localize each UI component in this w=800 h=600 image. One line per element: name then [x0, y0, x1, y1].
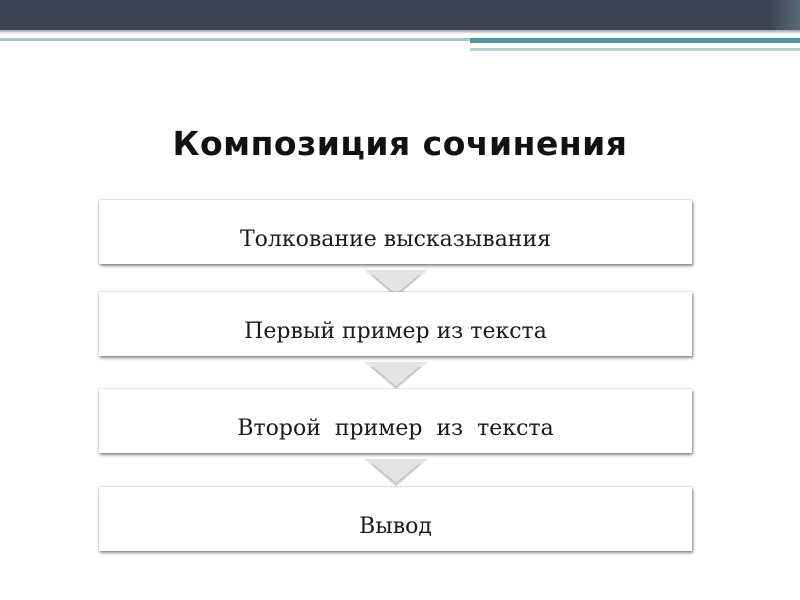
- accent-line-bold: [470, 38, 800, 43]
- down-chevron-arrow-icon: [364, 362, 428, 390]
- process-step-2: [99, 292, 692, 356]
- slide-title: Композиция сочинения: [172, 124, 628, 163]
- process-step-3: [99, 389, 692, 453]
- process-step-label: Второй пример из текста: [237, 415, 554, 441]
- process-step-label: Толкование высказывания: [239, 226, 552, 252]
- slide-header-band: [0, 0, 800, 30]
- header-shadow: [0, 30, 800, 34]
- process-step-4: [99, 487, 692, 551]
- process-step-label: Вывод: [359, 513, 432, 539]
- process-step-label: Первый пример из текста: [244, 318, 547, 344]
- down-chevron-arrow-icon: [364, 459, 428, 487]
- accent-line-light: [470, 48, 800, 51]
- header-corner-decoration: [770, 0, 800, 30]
- process-step-1: [99, 200, 692, 264]
